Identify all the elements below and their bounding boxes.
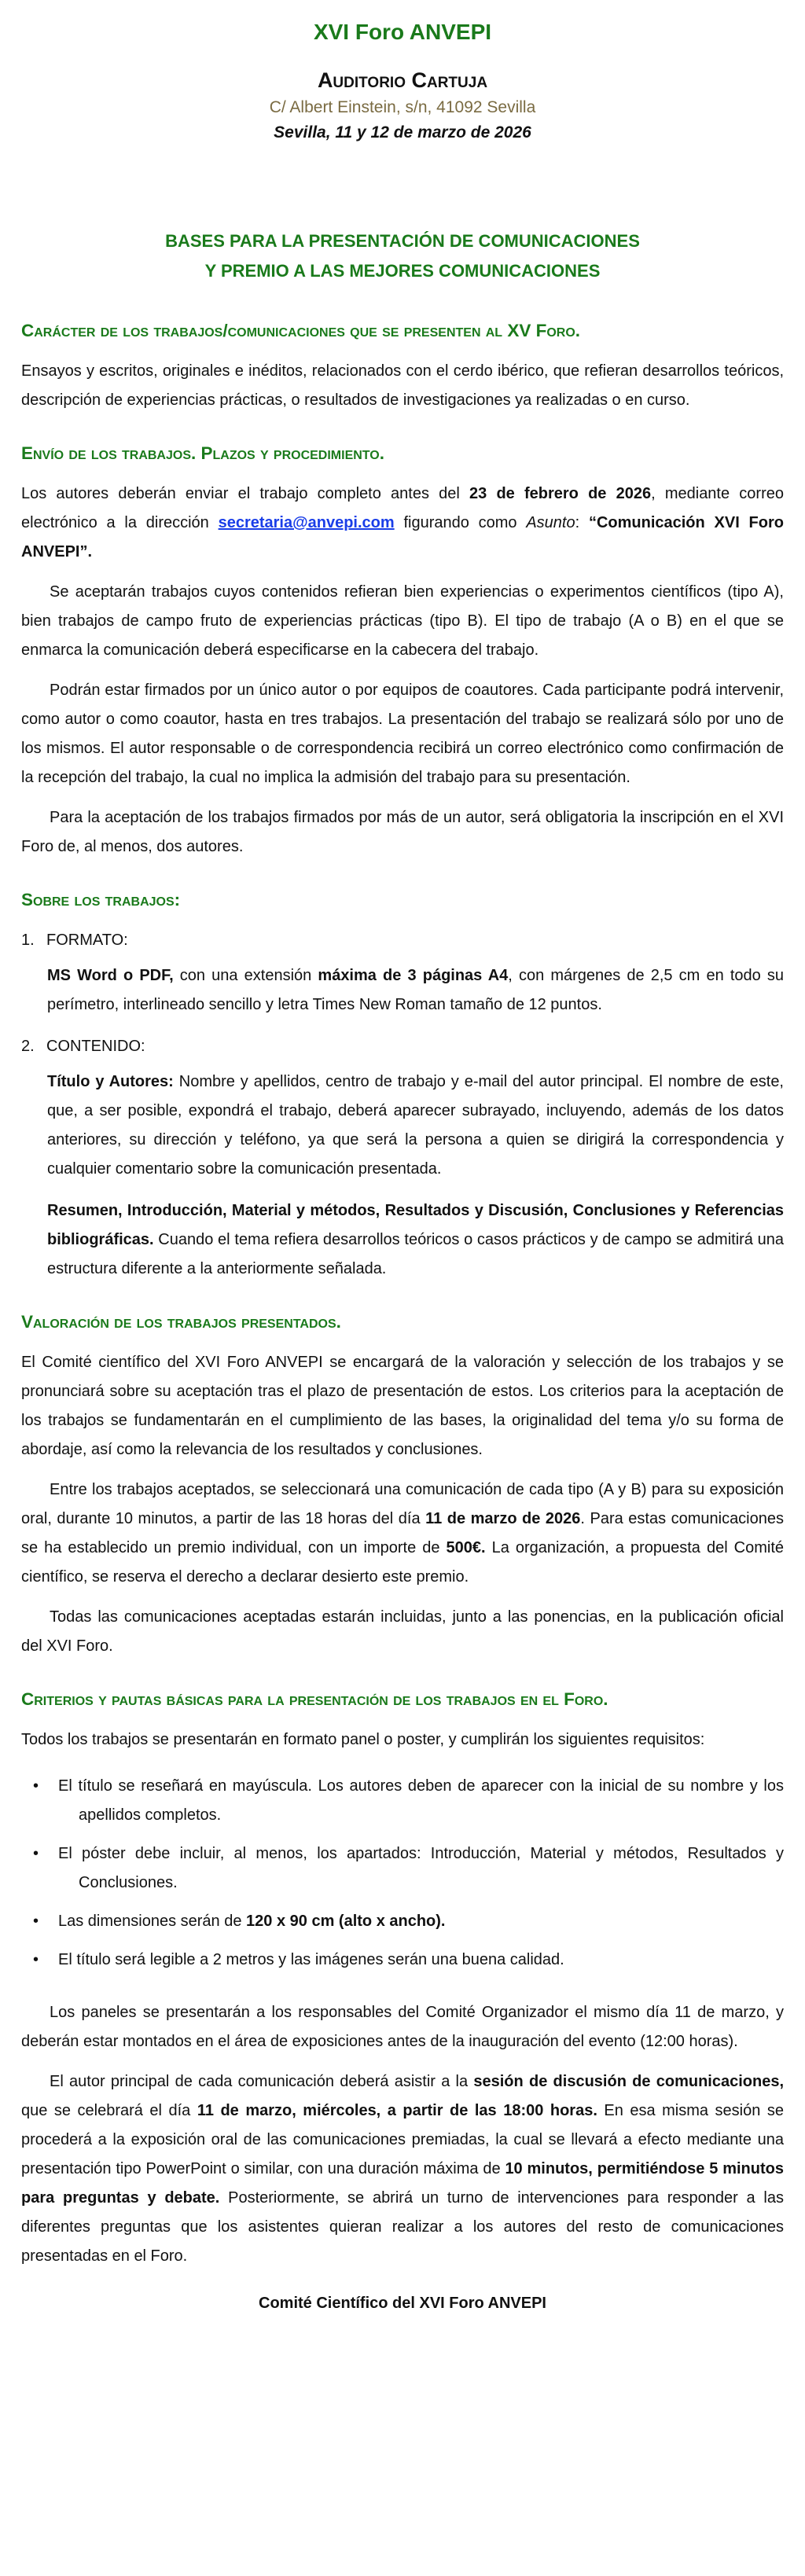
signature: Comité Científico del XVI Foro ANVEPI xyxy=(259,2295,546,2312)
text-segment: Cuando el tema refiera desarrollos teóricos o casos prácticos y de campo se admitirá una estructura diferente a la anteriormente señalada. xyxy=(47,1231,784,1277)
deadline-date: 23 de febrero de 2026 xyxy=(469,485,652,502)
section-heading-envio: Envío de los trabajos. Plazos y procedimiento. xyxy=(21,443,384,463)
paragraph-formato xyxy=(47,961,784,1020)
bullet-item-1 xyxy=(21,1772,784,1830)
list-number: 2. xyxy=(21,1038,35,1055)
text-segment: Entre los trabajos aceptados, se seleccionará una comunicación de cada tipo (A y B) para su exposición oral, durante 10 minutos, a partir de las 18 horas del día xyxy=(21,1481,784,1527)
paragraph-envio-2: Se aceptarán trabajos cuyos contenidos refieran bien experiencias o experimentos científicos (tipo A), bien trabajos de campo fruto de experiencias prácticas (tipo B). El tipo de trabajo (A o B) en el que se enmarca la comunicación deberá especificarse en la cabecera del trabajo. xyxy=(21,583,784,659)
paragraph-envio-1 xyxy=(21,480,784,567)
section-heading-sobre: Sobre los trabajos: xyxy=(21,890,181,910)
text-segment-italic: Asunto xyxy=(526,514,575,531)
paragraph-valoracion-3: Todas las comunicaciones aceptadas estarán incluidas, junto a las ponencias, en la publicación oficial del XVI Foro. xyxy=(21,1608,784,1655)
text-segment: El autor principal de cada comunicación deberá asistir a la xyxy=(50,2073,474,2090)
bullet-icon: • xyxy=(33,1845,39,1862)
text-segment-bold: MS Word o PDF, xyxy=(47,967,174,984)
paragraph-criterios-2 xyxy=(21,2067,784,2271)
section-heading-criterios: Criterios y pautas básicas para la presentación de los trabajos en el Foro. xyxy=(21,1689,608,1709)
bullet-icon: • xyxy=(33,1951,39,1968)
bullet-text: Las dimensiones serán de xyxy=(58,1913,247,1930)
text-segment: , mediante correo electrónico a la dirección xyxy=(21,485,784,531)
section-heading-valoracion: Valoración de los trabajos presentados. xyxy=(21,1312,341,1332)
section-envio xyxy=(21,442,784,862)
bullet-icon: • xyxy=(33,1913,39,1930)
text-segment-bold: sesión de discusión de comunicaciones, xyxy=(473,2073,785,2090)
venue-name: Auditorio Cartuja xyxy=(317,68,488,92)
event-dates: Sevilla, 11 y 12 de marzo de 2026 xyxy=(274,123,531,141)
bullet-item-4 xyxy=(21,1946,784,1975)
text-segment-bold: 10 minutos, permitiéndose 5 minutos para preguntas y debate. xyxy=(21,2160,784,2207)
section-criterios xyxy=(21,1688,784,2271)
section-sobre xyxy=(21,888,784,1284)
text-segment: con una extensión xyxy=(173,967,318,984)
list-item-contenido xyxy=(21,1032,784,1061)
text-segment: : xyxy=(575,514,589,531)
requirements-list xyxy=(21,1772,784,1975)
list-title: CONTENIDO: xyxy=(46,1038,145,1055)
paragraph-envio-4: Para la aceptación de los trabajos firmados por más de un autor, será obligatoria la inscripción en el XVI Foro de, al menos, dos autores. xyxy=(21,809,784,855)
paragraph-valoracion-2 xyxy=(21,1475,784,1592)
text-segment-bold: máxima de 3 páginas A4 xyxy=(318,967,509,984)
text-segment: La organización, a propuesta del Comité científico, se reserva el derecho a declarar desierto este premio. xyxy=(21,1539,785,1586)
paragraph-valoracion-1: El Comité científico del XVI Foro ANVEPI se encargará de la valoración y selección de los trabajos y se pronunciará sobre su aceptación tras el plazo de presentación de estos. Los criterios para la aceptación de los trabajos se fundamentarán en el cumplimiento de las bases, la originalidad del tema y/o su forma de abordaje, así como la relevancia de los resultados y conclusiones. xyxy=(21,1354,784,1458)
text-segment: Los autores deberán enviar el trabajo completo antes del xyxy=(21,485,470,502)
bullet-text: El título será legible a 2 metros y las imágenes serán una buena calidad. xyxy=(58,1951,564,1968)
text-segment-bold: Resumen, Introducción, Material y métodos, Resultados y Discusión, Conclusiones y Referencias bibliográficas. xyxy=(47,1202,784,1248)
venue-address: C/ Albert Einstein, s/n, 41092 Sevilla xyxy=(269,98,536,116)
document-title xyxy=(21,226,784,286)
document-header xyxy=(21,19,784,145)
prize-amount: 500€. xyxy=(446,1539,486,1556)
bullet-item-3 xyxy=(21,1907,784,1936)
poster-dimensions: 120 x 90 cm (alto x ancho). xyxy=(246,1913,446,1930)
paragraph-envio-3: Podrán estar firmados por un único autor o por equipos de coautores. Cada participante podrá intervenir, como autor o como coautor, hasta en tres trabajos. La presentación del trabajo se realizará sólo por uno de los mismos. El autor responsable o de correspondencia recibirá un correo electrónico como confirmación de la recepción del trabajo, la cual no implica la admisión del trabajo para su presentación. xyxy=(21,682,784,786)
document-title-line2: Y PREMIO A LAS MEJORES COMUNICACIONES xyxy=(204,261,601,281)
forum-title: XVI Foro ANVEPI xyxy=(313,20,492,44)
document-title-line1: BASES PARA LA PRESENTACIÓN DE COMUNICACIONES xyxy=(165,231,640,251)
list-title: FORMATO: xyxy=(46,932,128,949)
paragraph-contenido-2 xyxy=(47,1196,784,1284)
text-segment: que se celebrará el día xyxy=(21,2102,197,2119)
text-segment: En esa misma sesión se procederá a la exposición oral de las comunicaciones premiadas, la cual se llevará a efecto mediante una presentación tipo PowerPoint o similar, con una duración máxima de xyxy=(21,2102,784,2177)
section-caracter xyxy=(21,319,784,415)
bullet-text: El título se reseñará en mayúscula. Los autores deben de aparecer con la inicial de su nombre y los apellidos completos. xyxy=(58,1777,784,1824)
email-subject: “Comunicación XVI Foro ANVEPI”. xyxy=(21,514,784,560)
paragraph-contenido-1 xyxy=(47,1068,784,1184)
discussion-session-date: 11 de marzo, miércoles, a partir de las 18:00 horas. xyxy=(197,2102,597,2119)
paragraph-criterios-intro: Todos los trabajos se presentarán en formato panel o poster, y cumplirán los siguientes requisitos: xyxy=(21,1731,705,1748)
bullet-icon: • xyxy=(33,1777,39,1795)
list-number: 1. xyxy=(21,932,35,949)
text-segment: , con márgenes de 2,5 cm en todo su perímetro, interlineado sencillo y letra Times New Roman tamaño de 12 puntos. xyxy=(47,967,784,1013)
bullet-text: El póster debe incluir, al menos, los apartados: Introducción, Material y métodos, Resultados y Conclusiones. xyxy=(58,1845,784,1891)
text-segment: Nombre y apellidos, centro de trabajo y e-mail del autor principal. El nombre de este, que, a ser posible, expondrá el trabajo, deberá aparecer subrayado, incluyendo, además de los datos anteriores, su dirección y teléfono, ya que será la persona a quien se dirigirá la correspondencia y cualquier comentario sobre la comunicación presentada. xyxy=(47,1073,784,1178)
email-link[interactable]: secretaria@anvepi.com xyxy=(218,514,395,531)
bullet-item-2 xyxy=(21,1839,784,1898)
text-segment: . Para estas comunicaciones se ha establecido un premio individual, con un importe de xyxy=(21,1510,784,1556)
paragraph-caracter: Ensayos y escritos, originales e inéditos, relacionados con el cerdo ibérico, que refieran desarrollos teóricos, descripción de experiencias prácticas, o resultados de investigaciones ya realizadas o en curso. xyxy=(21,362,784,409)
list-item-formato xyxy=(21,926,784,955)
section-valoracion xyxy=(21,1310,784,1661)
text-segment: figurando como xyxy=(394,514,527,531)
section-heading-caracter: Carácter de los trabajos/comunicaciones que se presenten al XV Foro. xyxy=(21,321,581,340)
text-segment: Posteriormente, se abrirá un turno de intervenciones para responder a las diferentes preguntas que los asistentes quieran realizar a los autores del resto de comunicaciones presentadas en el Foro. xyxy=(21,2189,784,2265)
text-segment-bold: Título y Autores: xyxy=(47,1073,174,1090)
paragraph-criterios-1: Los paneles se presentarán a los responsables del Comité Organizador el mismo día 11 de marzo, y deberán estar montados en el área de exposiciones antes de la inauguración del evento (12:00 horas). xyxy=(21,2004,784,2050)
oral-session-date: 11 de marzo de 2026 xyxy=(425,1510,581,1527)
